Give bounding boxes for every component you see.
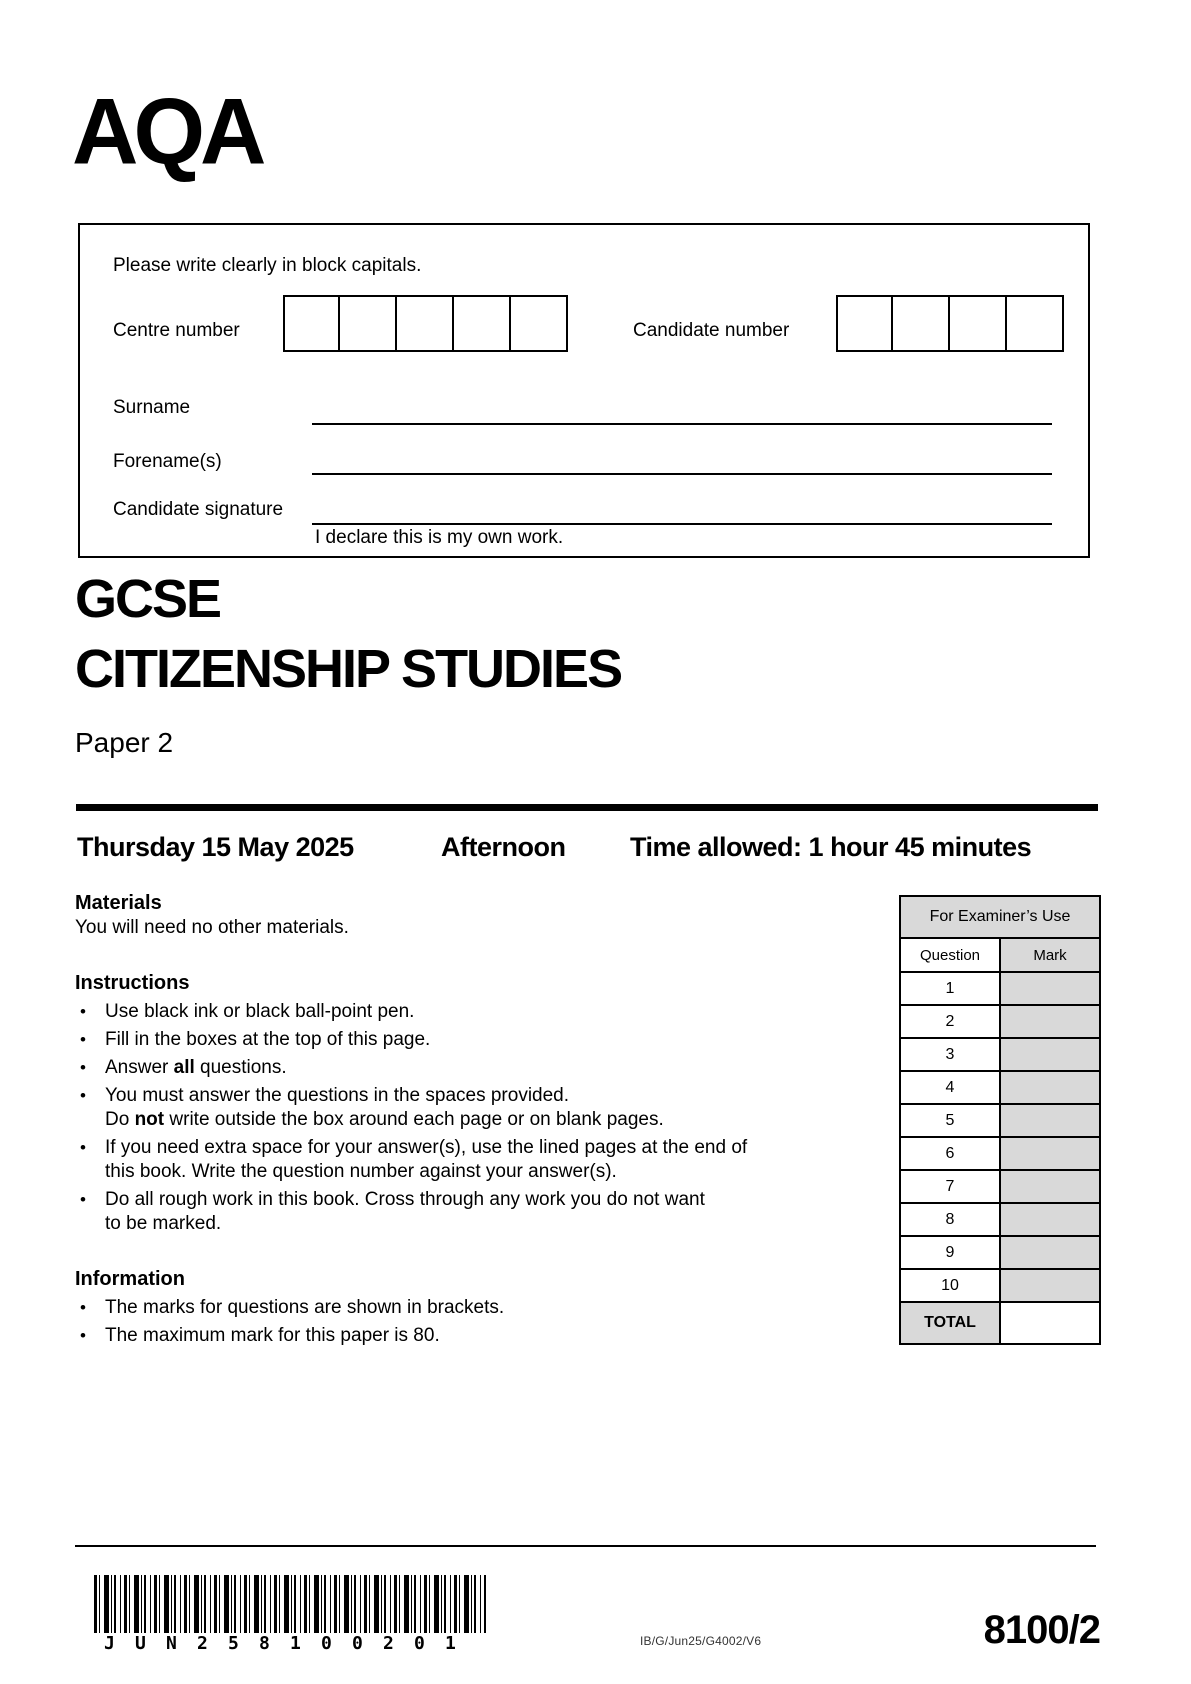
bullet-text: You must answer the questions in the spaces provided.: [105, 1085, 570, 1106]
bullet-marker: •: [80, 1190, 86, 1209]
barcode-text: [104, 1633, 456, 1654]
bullet-marker: •: [80, 1002, 86, 1021]
mark-cell: [1000, 1038, 1100, 1071]
time-allowed: Time allowed: 1 hour 45 minutes: [630, 832, 1032, 862]
centre-number-cell[interactable]: [340, 295, 397, 352]
barcode-char: 0: [352, 1633, 363, 1654]
examiner-table-row: [900, 1170, 1100, 1203]
bullet-text: If you need extra space for your answer(s), use the lined pages at the end of: [105, 1137, 748, 1158]
question-number-cell: 8: [900, 1203, 1000, 1236]
bullet-marker: •: [80, 1138, 86, 1157]
examiner-table-row: [900, 1071, 1100, 1104]
instructions-list: [75, 1000, 875, 1236]
centre-number-field: [283, 295, 568, 352]
total-row: [900, 1302, 1100, 1344]
candidate-details-box: [78, 223, 1090, 558]
cover-instructions-column: [75, 890, 875, 1348]
mark-cell: [1000, 1137, 1100, 1170]
bullet-text: this book. Write the question number against your answer(s).: [105, 1161, 617, 1182]
bullet-item: [75, 1324, 875, 1348]
bullet-text: Use black ink or black ball-point pen.: [105, 1001, 415, 1022]
bullet-text: to be marked.: [105, 1213, 222, 1234]
paper-number: Paper 2: [75, 727, 174, 758]
forenames-label: Forename(s): [113, 451, 222, 472]
centre-number-cell[interactable]: [454, 295, 511, 352]
candidate-number-cell[interactable]: [950, 295, 1007, 352]
mark-column-header: Mark: [1000, 938, 1100, 972]
question-number-cell: 7: [900, 1170, 1000, 1203]
bullet-text: Do not write outside the box around each page or on blank pages.: [105, 1109, 664, 1130]
examiner-table-title-row: [900, 896, 1100, 938]
for-examiners-use-table: [899, 895, 1101, 1345]
question-column-header: Question: [900, 938, 1000, 972]
question-number-cell: 6: [900, 1137, 1000, 1170]
materials-heading: Materials: [75, 892, 162, 914]
subject-title: CITIZENSHIP STUDIES: [75, 639, 622, 699]
footer-divider-rule: [75, 1545, 1096, 1547]
bullet-marker: •: [80, 1298, 86, 1317]
examiner-table-row: [900, 1005, 1100, 1038]
candidate-number-field: [836, 295, 1064, 352]
mark-cell: [1000, 1269, 1100, 1302]
barcode-char: N: [166, 1633, 177, 1654]
barcode-char: U: [135, 1633, 146, 1654]
bullet-text: Do all rough work in this book. Cross through any work you do not want: [105, 1189, 705, 1210]
candidate-number-label: Candidate number: [633, 320, 790, 341]
centre-number-cell[interactable]: [283, 295, 340, 352]
barcode-char: 1: [290, 1633, 301, 1654]
centre-number-cell[interactable]: [397, 295, 454, 352]
bullet-marker: •: [80, 1058, 86, 1077]
question-number-cell: 1: [900, 972, 1000, 1005]
bullet-item: [75, 1188, 875, 1236]
bullet-marker: •: [80, 1030, 86, 1049]
examiner-table-row: [900, 1137, 1100, 1170]
block-capitals-instruction: Please write clearly in block capitals.: [113, 255, 422, 276]
mark-cell: [1000, 972, 1100, 1005]
paper-code: 8100/2: [983, 1608, 1100, 1652]
question-number-cell: 9: [900, 1236, 1000, 1269]
thick-divider-rule: [76, 804, 1098, 811]
bullet-marker: [75, 1160, 105, 1184]
mark-cell: [1000, 1203, 1100, 1236]
forenames-input-line[interactable]: [312, 473, 1052, 475]
barcode-char: 0: [321, 1633, 332, 1654]
session-line: [75, 832, 1105, 868]
candidate-number-cell[interactable]: [836, 295, 893, 352]
bullet-marker: [75, 1108, 105, 1132]
qualification-title: GCSE: [75, 569, 221, 629]
aqa-logo: AQA: [72, 79, 262, 185]
bullet-text: Answer all questions.: [105, 1057, 287, 1078]
examiner-table-row: [900, 1269, 1100, 1302]
barcode-char: 8: [259, 1633, 270, 1654]
candidate-signature-label: Candidate signature: [113, 499, 284, 520]
reference-code: IB/G/Jun25/G4002/V6: [640, 1634, 762, 1648]
examiner-table-row: [900, 1236, 1100, 1269]
surname-label: Surname: [113, 397, 191, 418]
signature-input-line[interactable]: [312, 523, 1052, 525]
examiner-table-title: For Examiner’s Use: [900, 896, 1100, 938]
candidate-number-cell[interactable]: [893, 295, 950, 352]
question-number-cell: 3: [900, 1038, 1000, 1071]
barcode: [94, 1575, 486, 1633]
mark-cell: [1000, 1104, 1100, 1137]
question-number-cell: 4: [900, 1071, 1000, 1104]
question-number-cell: 5: [900, 1104, 1000, 1137]
centre-number-cell[interactable]: [511, 295, 568, 352]
mark-cell: [1000, 1170, 1100, 1203]
barcode-char: J: [104, 1633, 115, 1654]
examiner-table-row: [900, 1038, 1100, 1071]
exam-time-of-day: Afternoon: [441, 832, 566, 862]
bullet-item: [75, 1296, 875, 1320]
instructions-heading: Instructions: [75, 972, 190, 994]
bullet-text: The maximum mark for this paper is 80.: [105, 1325, 440, 1346]
mark-cell: [1000, 1071, 1100, 1104]
examiner-table-row: [900, 1104, 1100, 1137]
bullet-text: The marks for questions are shown in brackets.: [105, 1297, 505, 1318]
exam-date: Thursday 15 May 2025: [77, 832, 354, 862]
barcode-char: 2: [197, 1633, 208, 1654]
examiner-table-header-row: [900, 938, 1100, 972]
declaration-text: I declare this is my own work.: [315, 527, 564, 548]
information-heading: Information: [75, 1268, 185, 1290]
barcode-char: 5: [228, 1633, 239, 1654]
total-mark-cell: [1000, 1302, 1100, 1344]
bullet-marker: [75, 1212, 105, 1236]
bullet-item: [75, 1028, 875, 1052]
bullet-item: [75, 1056, 875, 1080]
bullet-item: [75, 1084, 875, 1132]
examiner-table-row: [900, 1203, 1100, 1236]
examiner-table-row: [900, 972, 1100, 1005]
bullet-text: Fill in the boxes at the top of this page.: [105, 1029, 431, 1050]
materials-body: You will need no other materials.: [75, 917, 349, 938]
centre-number-label: Centre number: [113, 320, 240, 341]
bullet-item: [75, 1136, 875, 1184]
barcode-char: 2: [383, 1633, 394, 1654]
bullet-marker: •: [80, 1086, 86, 1105]
barcode-char: 1: [445, 1633, 456, 1654]
information-list: [75, 1296, 875, 1348]
question-number-cell: 2: [900, 1005, 1000, 1038]
question-number-cell: 10: [900, 1269, 1000, 1302]
surname-input-line[interactable]: [312, 423, 1052, 425]
mark-cell: [1000, 1236, 1100, 1269]
bullet-marker: •: [80, 1326, 86, 1345]
total-label: TOTAL: [900, 1302, 1000, 1344]
barcode-char: 0: [414, 1633, 425, 1654]
bullet-item: [75, 1000, 875, 1024]
candidate-number-cell[interactable]: [1007, 295, 1064, 352]
mark-cell: [1000, 1005, 1100, 1038]
